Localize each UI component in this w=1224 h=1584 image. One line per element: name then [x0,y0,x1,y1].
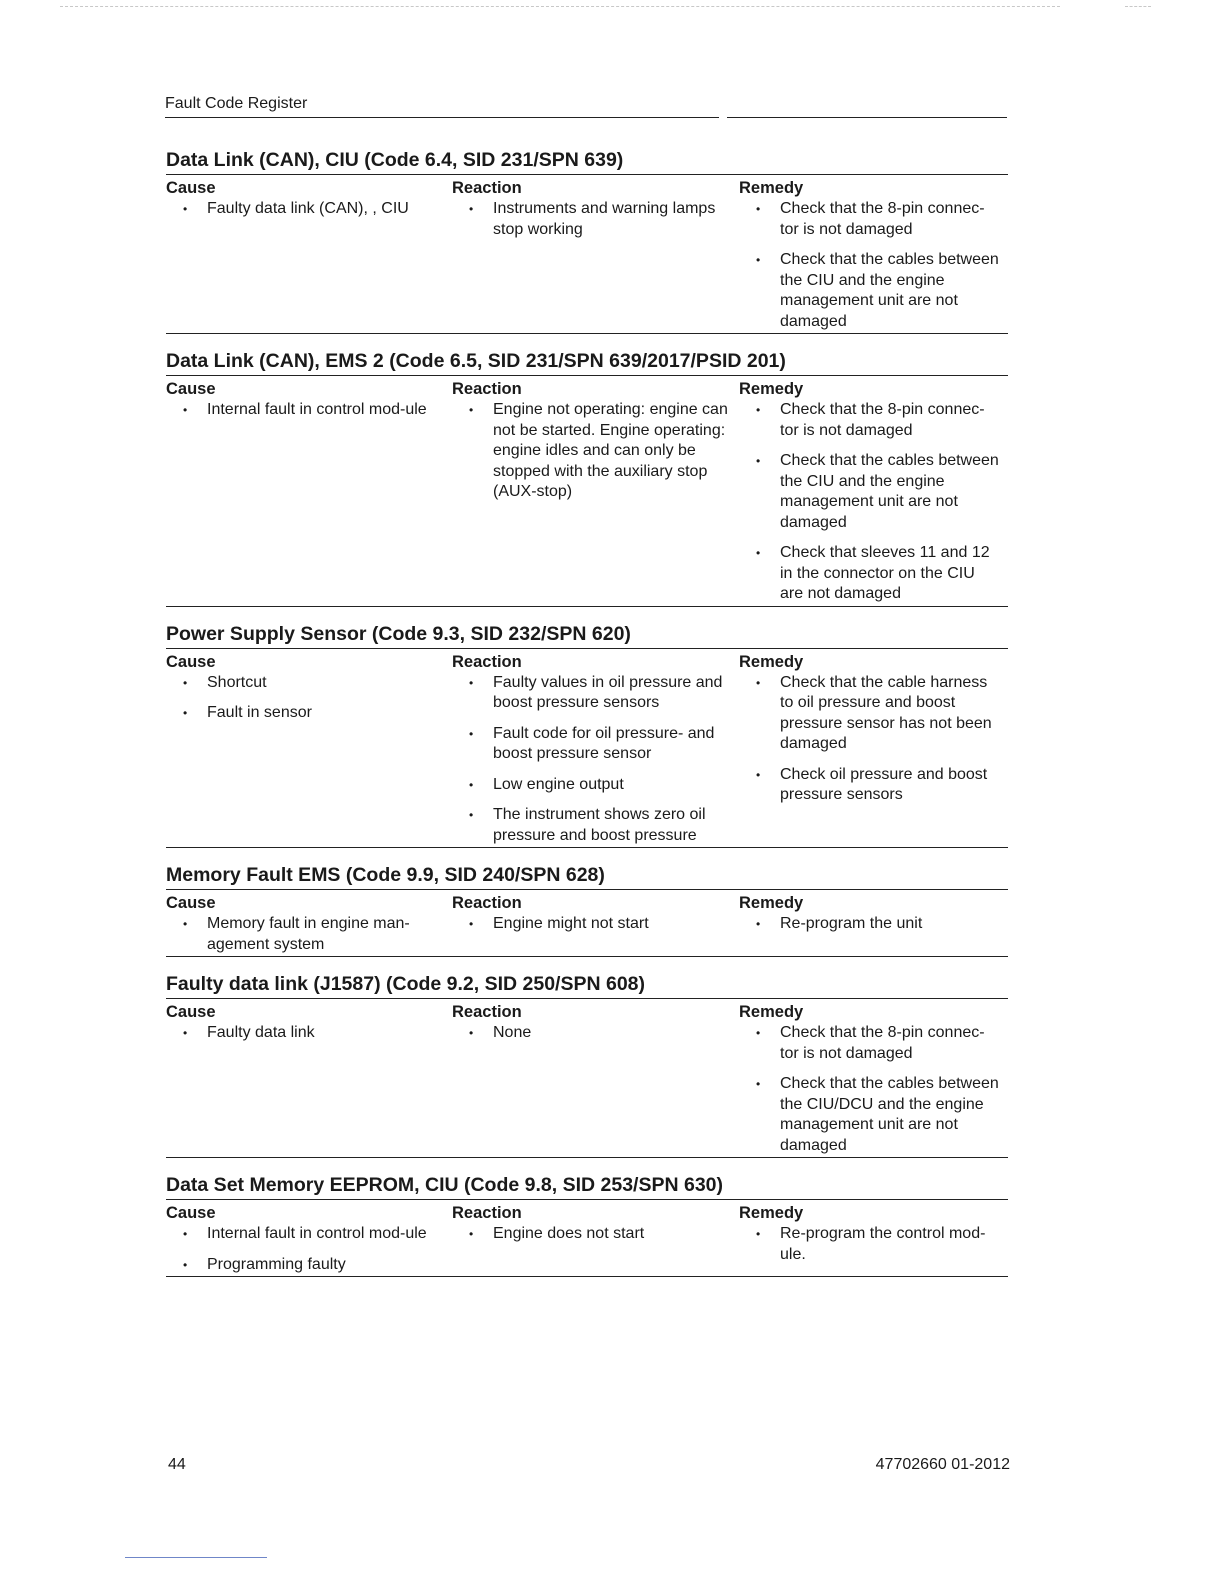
cause-column [166,175,452,332]
fault-table [166,890,1008,957]
cause-item: • Internal fault in control mod-ule [166,1224,452,1245]
remedy-item: • Check that the 8-pin connec-tor is not damaged [739,1023,1008,1064]
remedy-list [739,199,1008,332]
remedy-item: • Re-program the unit [739,914,1008,935]
reaction-item: • Instruments and warning lamps stop working [452,199,739,240]
cause-list [166,1023,452,1044]
remedy-list [739,673,1008,806]
fault-section [166,622,1008,849]
reaction-item: • Engine might not start [452,914,739,935]
fault-section [166,349,1008,607]
reaction-column [452,890,739,955]
cause-item: • Memory fault in engine man-agement system [166,914,452,955]
reaction-heading: Reaction [452,179,522,197]
reaction-heading: Reaction [452,380,522,398]
reaction-column [452,1200,739,1275]
cause-item: • Internal fault in control mod-ule [166,400,452,421]
fault-table [166,175,1008,334]
cause-heading: Cause [166,380,216,398]
remedy-heading: Remedy [739,1204,804,1222]
scan-artifact-line [60,6,1060,9]
fault-code-list [166,148,1008,1292]
reaction-list [452,1023,739,1044]
reaction-item: • Engine not operating: engine can not be started. Engine operating: engine idles and can only be stopped with the auxiliary stop (AUX-stop) [452,400,739,503]
fault-table [166,649,1008,849]
cause-list [166,1224,452,1275]
reaction-list [452,400,739,503]
fault-table [166,376,1008,607]
remedy-item: • Check oil pressure and boost pressure sensors [739,765,1008,806]
reaction-column [452,175,739,332]
cause-item: • Faulty data link [166,1023,452,1044]
remedy-heading: Remedy [739,380,804,398]
cause-heading: Cause [166,1003,216,1021]
section-title: Data Set Memory EEPROM, CIU (Code 9.8, SID 253/SPN 630) [166,1173,1008,1200]
reaction-list [452,1224,739,1245]
remedy-column [739,376,1008,605]
remedy-item: • Check that the cables between the CIU/DCU and the engine management unit are not damaged [739,1074,1008,1156]
remedy-heading: Remedy [739,894,804,912]
cause-heading: Cause [166,652,216,671]
remedy-column [739,175,1008,332]
fault-section [166,972,1008,1158]
reaction-heading: Reaction [452,1003,522,1021]
cause-column [166,1200,452,1275]
remedy-column [739,1200,1008,1275]
remedy-item: • Check that sleeves 11 and 12 in the connector on the CIU are not damaged [739,543,1008,605]
remedy-column [739,890,1008,955]
remedy-column [739,649,1008,847]
cause-list [166,199,452,220]
remedy-list [739,1224,1008,1265]
reaction-heading: Reaction [452,652,522,671]
reaction-column [452,376,739,605]
fault-section [166,1173,1008,1277]
reaction-column [452,649,739,847]
cause-list [166,673,452,724]
remedy-item: • Check that the 8-pin connec-tor is not damaged [739,199,1008,240]
remedy-list [739,1023,1008,1156]
remedy-heading: Remedy [739,1003,804,1021]
section-title: Faulty data link (J1587) (Code 9.2, SID 250/SPN 608) [166,972,1008,999]
reaction-list [452,673,739,847]
reaction-list [452,914,739,935]
remedy-item: • Check that the 8-pin connec-tor is not damaged [739,400,1008,441]
reaction-heading: Reaction [452,1204,522,1222]
scan-artifact-mark [1125,6,1151,8]
remedy-column [739,999,1008,1156]
fault-table [166,1200,1008,1277]
cause-item: • Fault in sensor [166,703,452,724]
cause-item: • Programming faulty [166,1255,452,1276]
cause-column [166,376,452,605]
cause-heading: Cause [166,179,216,197]
section-title: Data Link (CAN), EMS 2 (Code 6.5, SID 231/SPN 639/2017/PSID 201) [166,349,1008,376]
fault-table [166,999,1008,1158]
reaction-item: • Engine does not start [452,1224,739,1245]
running-header [165,95,1007,118]
cause-column [166,649,452,847]
cause-heading: Cause [166,1204,216,1222]
remedy-list [739,914,1008,935]
reaction-item: • The instrument shows zero oil pressure and boost pressure [452,805,739,846]
cause-column [166,890,452,955]
reaction-list [452,199,739,240]
remedy-item: • Check that the cables between the CIU and the engine management unit are not damaged [739,451,1008,533]
cause-item: • Shortcut [166,673,452,694]
document-number: 47702660 01-2012 [875,1456,1010,1473]
reaction-item: • Low engine output [452,775,739,796]
cause-list [166,914,452,955]
remedy-item: • Re-program the control mod-ule. [739,1224,1008,1265]
remedy-heading: Remedy [739,652,804,671]
reaction-item: • None [452,1023,739,1044]
fault-section [166,863,1008,957]
section-title: Memory Fault EMS (Code 9.9, SID 240/SPN 628) [166,863,1008,890]
cause-column [166,999,452,1156]
running-header-title: Fault Code Register [165,95,308,112]
fault-section [166,148,1008,334]
remedy-item: • Check that the cables between the CIU and the engine management unit are not damaged [739,250,1008,332]
scan-bottom-line [125,1557,267,1558]
reaction-item: • Fault code for oil pressure- and boost pressure sensor [452,724,739,765]
remedy-list [739,400,1008,605]
reaction-item: • Faulty values in oil pressure and boost pressure sensors [452,673,739,714]
cause-list [166,400,452,421]
section-title: Power Supply Sensor (Code 9.3, SID 232/SPN 620) [166,622,1008,649]
page-number: 44 [168,1456,186,1473]
remedy-heading: Remedy [739,179,804,197]
reaction-column [452,999,739,1156]
cause-heading: Cause [166,894,216,912]
cause-item: • Faulty data link (CAN), , CIU [166,199,452,220]
section-title: Data Link (CAN), CIU (Code 6.4, SID 231/SPN 639) [166,148,1008,175]
remedy-item: • Check that the cable harness to oil pressure and boost pressure sensor has not been damaged [739,673,1008,755]
reaction-heading: Reaction [452,894,522,912]
